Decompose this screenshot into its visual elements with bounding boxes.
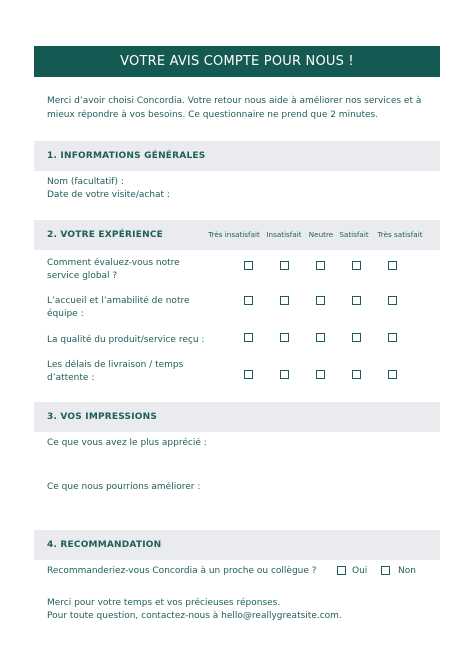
section-title: 4. RECOMMANDATION — [47, 540, 162, 550]
section-header-impressions — [34, 402, 440, 432]
rating-checkbox-very-satisfied[interactable] — [388, 261, 397, 270]
scale-label-satisfied: Satisfait — [339, 230, 369, 239]
scale-label-very-unsatisfied: Très insatisfait — [208, 230, 260, 239]
question-line: L’accueil et l’amabilité de notre — [47, 296, 190, 306]
section-header-experience — [34, 220, 440, 250]
section-title: 3. VOS IMPRESSIONS — [47, 412, 158, 422]
question-welcome — [47, 295, 212, 321]
intro-text — [47, 94, 429, 122]
section-header-recommendation — [34, 530, 440, 560]
scale-label-unsatisfied: Insatisfait — [266, 230, 302, 239]
question-delivery-time — [47, 359, 212, 385]
question-line: service global ? — [47, 271, 118, 281]
rating-checkbox-neutral[interactable] — [316, 333, 325, 342]
improvement-label: Ce que nous pourrions améliorer : — [47, 482, 201, 492]
rating-checkbox-very-unsatisfied[interactable] — [244, 333, 253, 342]
form-title: VOTRE AVIS COMPTE POUR NOUS ! — [120, 54, 354, 69]
question-line: d’attente : — [47, 373, 95, 383]
scale-label-very-satisfied: Très satisfait — [377, 230, 423, 239]
liked-most-label: Ce que vous avez le plus apprécié : — [47, 438, 207, 448]
rating-checkbox-satisfied[interactable] — [352, 296, 361, 305]
intro-line-1: Merci d’avoir choisi Concordia. Votre retour nous aide à améliorer nos services et à — [47, 96, 422, 106]
closing-line-1: Merci pour votre temps et vos précieuses réponses. — [47, 598, 281, 608]
rating-checkbox-very-unsatisfied[interactable] — [244, 370, 253, 379]
question-product-quality — [47, 334, 212, 347]
rating-checkbox-unsatisfied[interactable] — [280, 333, 289, 342]
rating-checkbox-unsatisfied[interactable] — [280, 296, 289, 305]
form-title-banner — [34, 46, 440, 77]
date-field-label: Date de votre visite/achat : — [47, 190, 170, 200]
rating-checkbox-very-satisfied[interactable] — [388, 296, 397, 305]
section-title: 2. VOTRE EXPÉRIENCE — [47, 230, 163, 240]
rating-checkbox-neutral[interactable] — [316, 370, 325, 379]
rating-checkbox-satisfied[interactable] — [352, 261, 361, 270]
section-title: 1. INFORMATIONS GÉNÉRALES — [47, 151, 206, 161]
rating-checkbox-very-unsatisfied[interactable] — [244, 261, 253, 270]
recommend-question: Recommanderiez-vous Concordia à un proche ou collègue ? — [47, 566, 317, 576]
question-line: équipe : — [47, 309, 84, 319]
recommend-no-label: Non — [398, 566, 416, 576]
recommend-no-checkbox[interactable] — [381, 566, 390, 575]
scale-label-neutral: Neutre — [308, 230, 334, 239]
question-line: Comment évaluez-vous notre — [47, 258, 180, 268]
rating-checkbox-unsatisfied[interactable] — [280, 261, 289, 270]
rating-checkbox-neutral[interactable] — [316, 261, 325, 270]
rating-checkbox-very-satisfied[interactable] — [388, 370, 397, 379]
section-header-general-info — [34, 141, 440, 171]
question-global-service — [47, 257, 212, 283]
closing-text — [47, 597, 342, 623]
intro-line-2: mieux répondre à vos besoins. Ce questionnaire ne prend que 2 minutes. — [47, 110, 379, 120]
rating-checkbox-very-unsatisfied[interactable] — [244, 296, 253, 305]
rating-checkbox-unsatisfied[interactable] — [280, 370, 289, 379]
name-field-label: Nom (facultatif) : — [47, 177, 124, 187]
closing-line-2: Pour toute question, contactez-nous à hello@reallygreatsite.com. — [47, 611, 342, 621]
question-line: La qualité du produit/service reçu : — [47, 335, 205, 345]
rating-checkbox-neutral[interactable] — [316, 296, 325, 305]
recommend-yes-checkbox[interactable] — [337, 566, 346, 575]
rating-checkbox-very-satisfied[interactable] — [388, 333, 397, 342]
question-line: Les délais de livraison / temps — [47, 360, 184, 370]
recommend-yes-label: Oui — [352, 566, 368, 576]
rating-checkbox-satisfied[interactable] — [352, 333, 361, 342]
rating-checkbox-satisfied[interactable] — [352, 370, 361, 379]
